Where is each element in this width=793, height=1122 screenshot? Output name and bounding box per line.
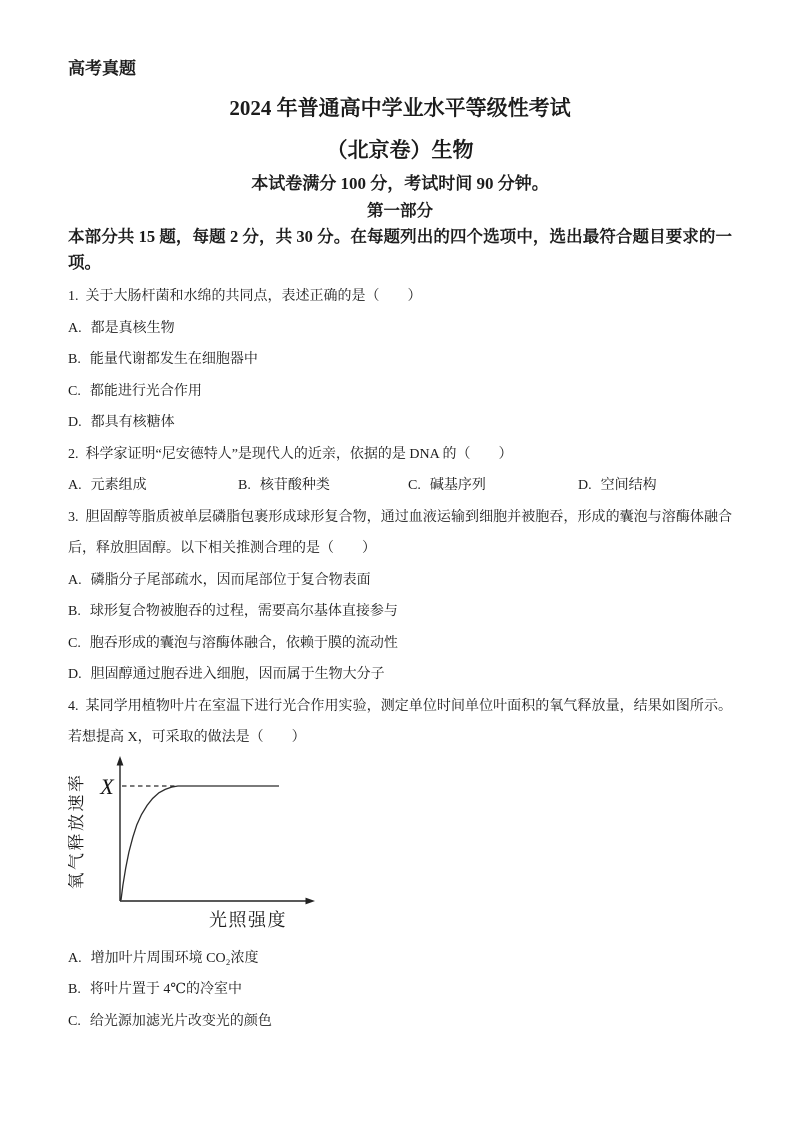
option-label: C. <box>68 635 81 651</box>
option-label: C. <box>68 1013 81 1029</box>
question-3-option-d <box>68 659 732 691</box>
question-1 <box>68 281 732 439</box>
section-heading: 第一部分 <box>367 201 433 220</box>
question-3-option-c <box>68 628 732 660</box>
question-stem-text: 关于大肠杆菌和水绵的共同点，表述正确的是（ ） <box>85 289 422 304</box>
question-2-option-b <box>238 470 408 502</box>
question-3-option-a <box>68 565 732 597</box>
option-text: 胆固醇通过胞吞进入细胞，因而属于生物大分子 <box>90 667 385 682</box>
option-label: A. <box>68 950 82 966</box>
x-axis-arrow-icon <box>306 897 316 904</box>
question-1-option-a <box>68 313 732 345</box>
chart-y-axis-label: 氧气释放速率 <box>68 772 86 889</box>
asymptote-x-label: X <box>100 773 114 799</box>
option-text: 球形复合物被胞吞的过程，需要高尔基体直接参与 <box>89 604 398 619</box>
option-label: A. <box>68 572 82 588</box>
question-3-option-b <box>68 596 732 628</box>
question-2-option-d <box>578 470 657 502</box>
option-text: 磷脂分子尾部疏水，因而尾部位于复合物表面 <box>90 572 371 588</box>
option-label: D. <box>68 415 82 430</box>
question-4-option-b <box>68 974 732 1006</box>
option-text: 核苷酸种类 <box>259 478 330 493</box>
question-number: 1. <box>68 289 79 304</box>
section-intro: 本部分共 15 题，每题 2 分，共 30 分。在每题列出的四个选项中，选出最符合题目要求的一项。 <box>68 227 732 272</box>
option-label: B. <box>238 478 251 493</box>
option-label: A. <box>68 478 82 493</box>
option-label: B. <box>68 982 81 997</box>
option-text: 胞吞形成的囊泡与溶酶体融合，依赖于膜的流动性 <box>89 635 398 651</box>
question-4-option-a <box>68 943 732 975</box>
option-text: 都能进行光合作用 <box>89 383 202 399</box>
question-4-stem <box>68 691 732 754</box>
question-1-option-c <box>68 376 732 408</box>
option-text: 能量代谢都发生在细胞器中 <box>89 352 258 367</box>
option-label: C. <box>68 383 81 399</box>
option-text: 给光源加滤光片改变光的颜色 <box>89 1013 272 1029</box>
question-2-option-a <box>68 470 238 502</box>
question-stem-text: 某同学用植物叶片在室温下进行光合作用实验，测定单位时间单位叶面积的氧气释放量，结果如图所示。若想提高 X，可采取的做法是（ ） <box>68 698 732 745</box>
option-label: B. <box>68 352 81 367</box>
question-2-stem <box>68 439 732 471</box>
question-number: 4. <box>68 698 79 714</box>
chart-canvas <box>68 755 320 935</box>
option-label: D. <box>68 667 82 682</box>
option-text: 空间结构 <box>600 478 657 493</box>
exam-info: 本试卷满分 100 分，考试时间 90 分钟。 <box>251 174 549 193</box>
option-text: 增加叶片周围环境 CO₂浓度 <box>90 950 259 966</box>
question-1-option-d <box>68 407 732 439</box>
light-response-chart <box>68 755 732 937</box>
option-text: 碱基序列 <box>429 478 486 493</box>
question-1-option-b <box>68 344 732 376</box>
option-text: 元素组成 <box>90 478 147 493</box>
question-stem-text: 胆固醇等脂质被单层磷脂包裹形成球形复合物，通过血液运输到细胞并被胞吞，形成的囊泡与溶酶体融合后，释放胆固醇。以下相关推测合理的是（ ） <box>68 509 732 556</box>
exam-title-line2: （北京卷）生物 <box>326 138 474 162</box>
question-stem-text: 科学家证明“尼安德特人”是现代人的近亲，依据的是 DNA 的（ ） <box>85 446 513 462</box>
option-label: D. <box>578 478 592 493</box>
corner-label: 高考真题 <box>68 59 136 78</box>
question-4-option-c <box>68 1006 732 1038</box>
option-text: 都具有核糖体 <box>90 415 175 430</box>
oxygen-release-curve <box>121 786 279 900</box>
option-label: B. <box>68 604 81 619</box>
exam-title-line1: 2024 年普通高中学业水平等级性考试 <box>229 96 571 120</box>
chart-x-axis-label: 光照强度 <box>209 909 287 930</box>
question-list <box>68 281 732 1037</box>
question-1-stem <box>68 281 732 313</box>
option-label: C. <box>408 478 421 493</box>
question-2-option-c <box>408 470 578 502</box>
option-label: A. <box>68 320 82 336</box>
question-number: 2. <box>68 446 79 462</box>
option-text: 将叶片置于 4℃的冷室中 <box>89 982 243 997</box>
question-4 <box>68 691 732 1038</box>
option-text: 都是真核生物 <box>90 320 175 336</box>
question-2 <box>68 439 732 502</box>
y-axis-arrow-icon <box>117 756 124 766</box>
question-number: 3. <box>68 509 79 525</box>
question-3 <box>68 502 732 691</box>
question-2-option-row <box>68 470 732 502</box>
question-3-stem <box>68 502 732 565</box>
